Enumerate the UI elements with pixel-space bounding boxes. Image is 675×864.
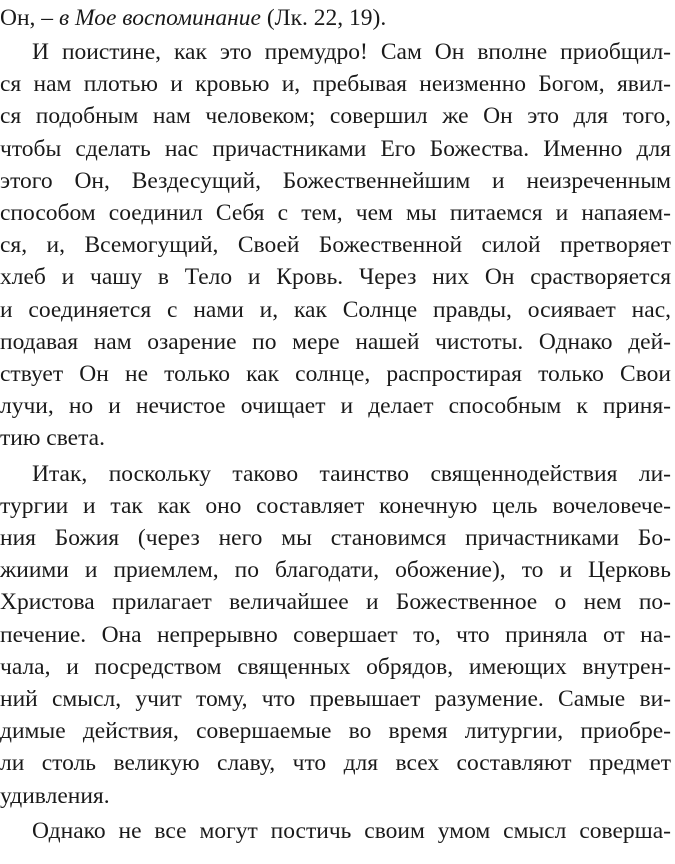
paragraph-1-line: ся нам плотью и кровью и, пребывая неизменно Богом, явил- [0, 71, 671, 98]
paragraph-1-line: тию света. [0, 425, 105, 452]
paragraph-2-line: жиими и приемлем, по благодати, обожение), то и Церковь [0, 557, 671, 584]
paragraph-2-line: Итак, поскольку таково таинство священнодействия ли- [32, 460, 671, 487]
paragraph-1-line: ствует Он не только как солнце, распростирая только Свои [0, 361, 671, 387]
continuation-line [0, 2, 671, 34]
paragraph-2-line: удивления. [0, 782, 110, 809]
paragraph-2-line: чала, и посредством священных обрядов, имеющих внутрен- [0, 653, 671, 680]
paragraph-2-line: ния Божия (через него мы становимся причастниками Бо- [0, 525, 671, 551]
paragraph-1-line: и соединяется с нами и, как Солнце правды, осиявает нас, [0, 296, 671, 323]
paragraph-1-line: способом соединил Себя с тем, чем мы питаемся и напаяем- [0, 200, 671, 226]
paragraph-1-line: ся, и, Всемогущий, Своей Божественной силой претворяет [0, 232, 671, 259]
text-run: Он, – [0, 5, 59, 31]
paragraph-1-line: подавая нам озарение по мере нашей чистоты. Однако дей- [0, 328, 671, 355]
paragraph-2-line: ли столь великую славу, что для всех составляют предмет [0, 750, 671, 777]
paragraph-3-line: Однако не все могут постичь своим умом смысл соверша- [32, 817, 671, 844]
paragraph-2-line: печение. Она непрерывно совершает то, что приняла от на- [0, 621, 671, 648]
paragraph-1-line: хлеб и чашу в Тело и Кровь. Через них Он срастворяется [0, 264, 671, 291]
paragraph-1-line: ся подобным нам человеком; совершил же Он это для того, [0, 103, 671, 130]
paragraph-2-line: димые действия, совершаемые во время литургии, приобре- [0, 718, 671, 745]
paragraph-1-line: этого Он, Вездесущий, Божественнейшим и неизреченным [0, 167, 671, 194]
paragraph-2-line: Христова прилагает величайшее и Божественное о нем по- [0, 589, 671, 616]
paragraph-1-line: чтобы сделать нас причастниками Его Божества. Именно для [0, 135, 671, 162]
paragraph-2-line: ний смысл, учит тому, что превышает разумение. Самые ви- [0, 686, 671, 712]
scripture-quote: в Мое воспоминание [58, 5, 261, 31]
scripture-reference: (Лк. 22, 19). [260, 5, 387, 31]
paragraph-1-line: И поистине, как это премудро! Сам Он вполне приобщил- [32, 39, 671, 65]
paragraph-2-line: тургии и так как оно составляет конечную цель вочеловече- [0, 492, 671, 519]
paragraph-1-line: лучи, но и нечистое очищает и делает способным к приня- [0, 393, 671, 420]
